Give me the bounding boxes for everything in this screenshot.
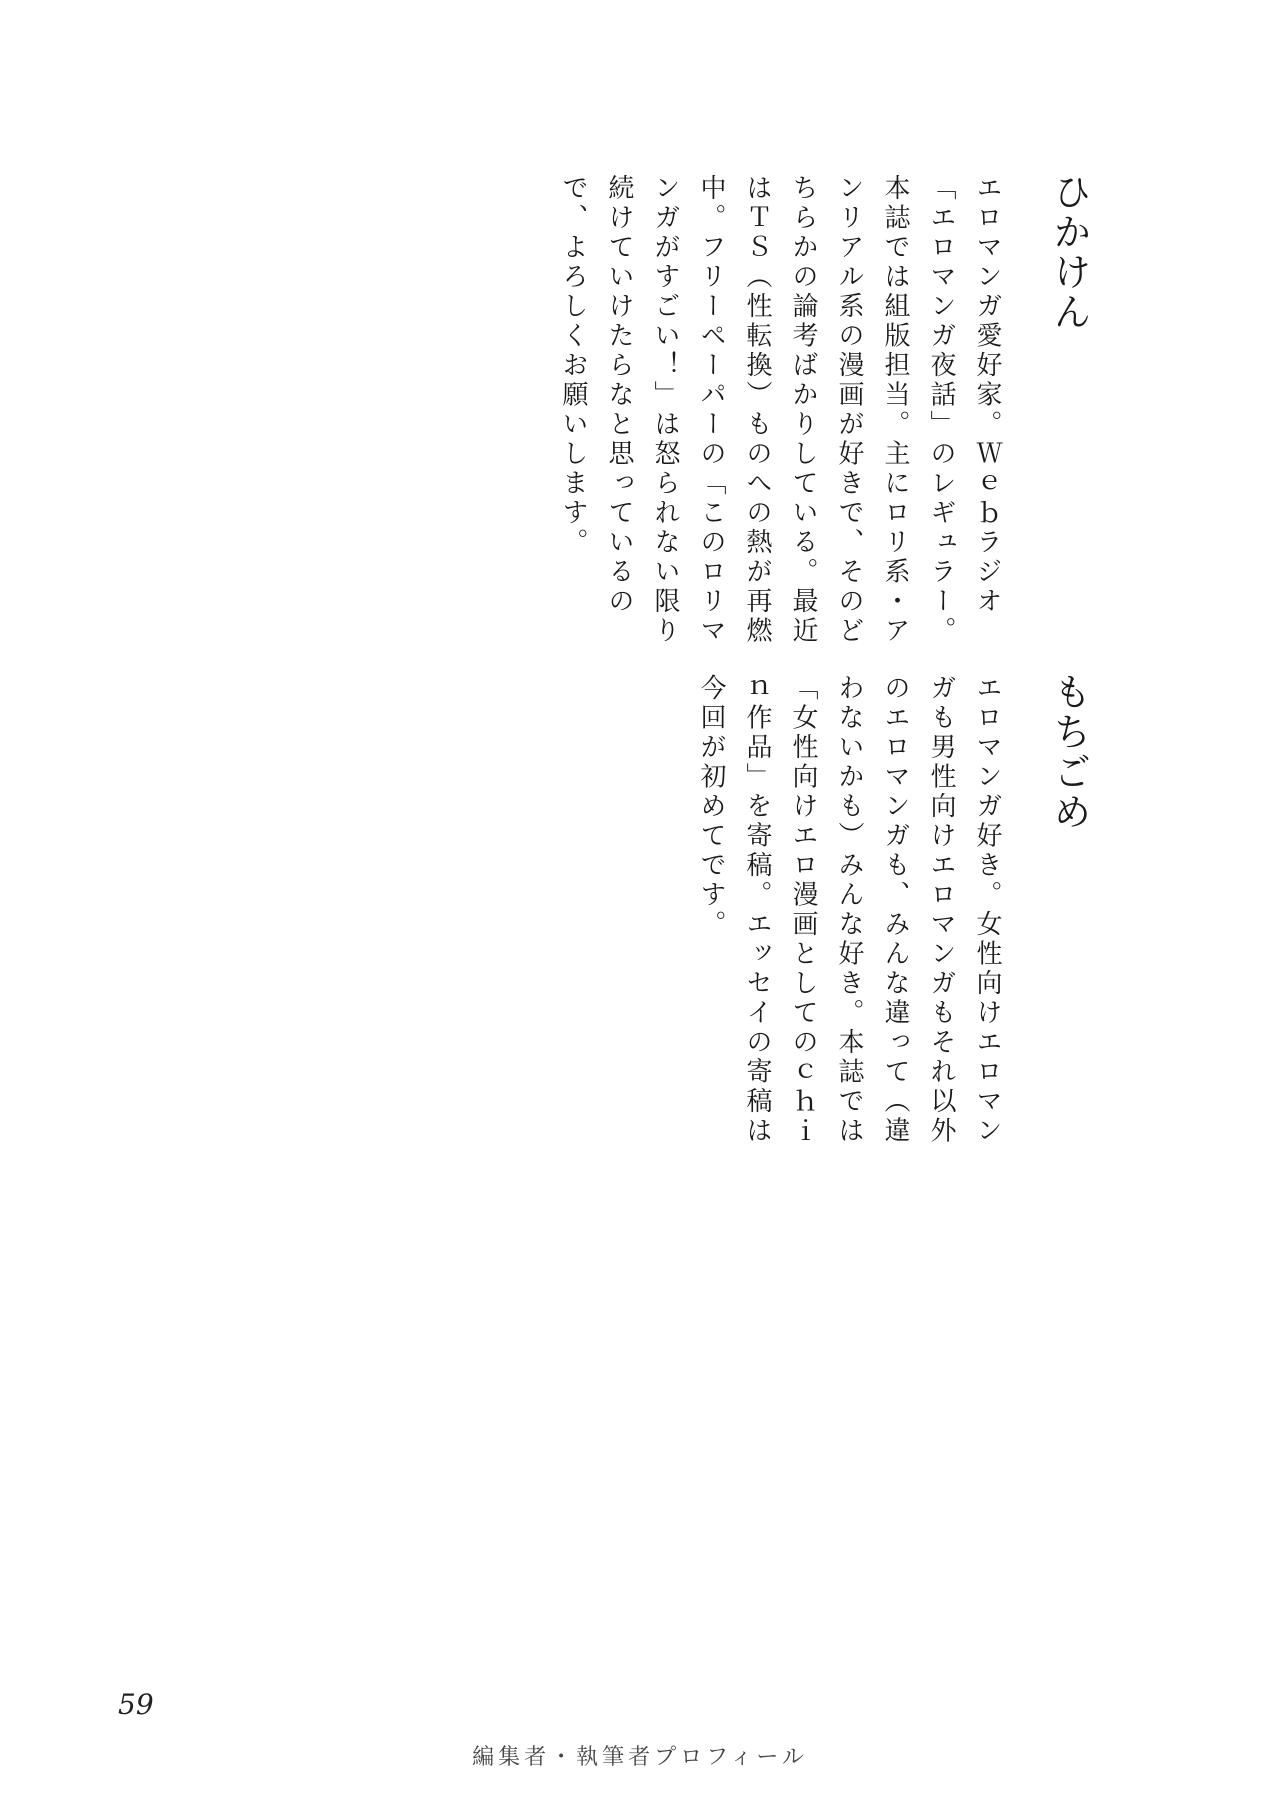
profile-name-hikaken: ひかけん: [1047, 172, 1091, 332]
profile-bio-mochigome: エロマンガ好き。女性向けエロマンガも男性向けエロマンガもそれ以外のエロマンガも、みんな違って（違わないかも）みんな好き。本誌では「女性向けエロ漫画としてのｃｈｉｎ作品」を寄稿。エッセイの寄稿は今回が初めてです。: [696, 674, 1002, 1146]
profile-name-mochigome: もちごめ: [1047, 672, 1091, 832]
section-title: 編集者・執筆者プロフィール: [472, 1745, 808, 1770]
page-number: 59: [118, 1688, 154, 1721]
profile-bio-hikaken: エロマンガ愛好家。Ｗｅｂラジオ「エロマンガ夜話」のレギュラー。本誌では組版担当。主にロリ系・アンリアル系の漫画が好きで、そのどちらかの論考ばかりしている。最近はＴＳ（性転換）ものへの熱が再燃中。フリーペーパーの「このロリマンガがすごい！」は怒られない限り続けていけたらなと思っているので、よろしくお願いします。: [558, 174, 1002, 646]
